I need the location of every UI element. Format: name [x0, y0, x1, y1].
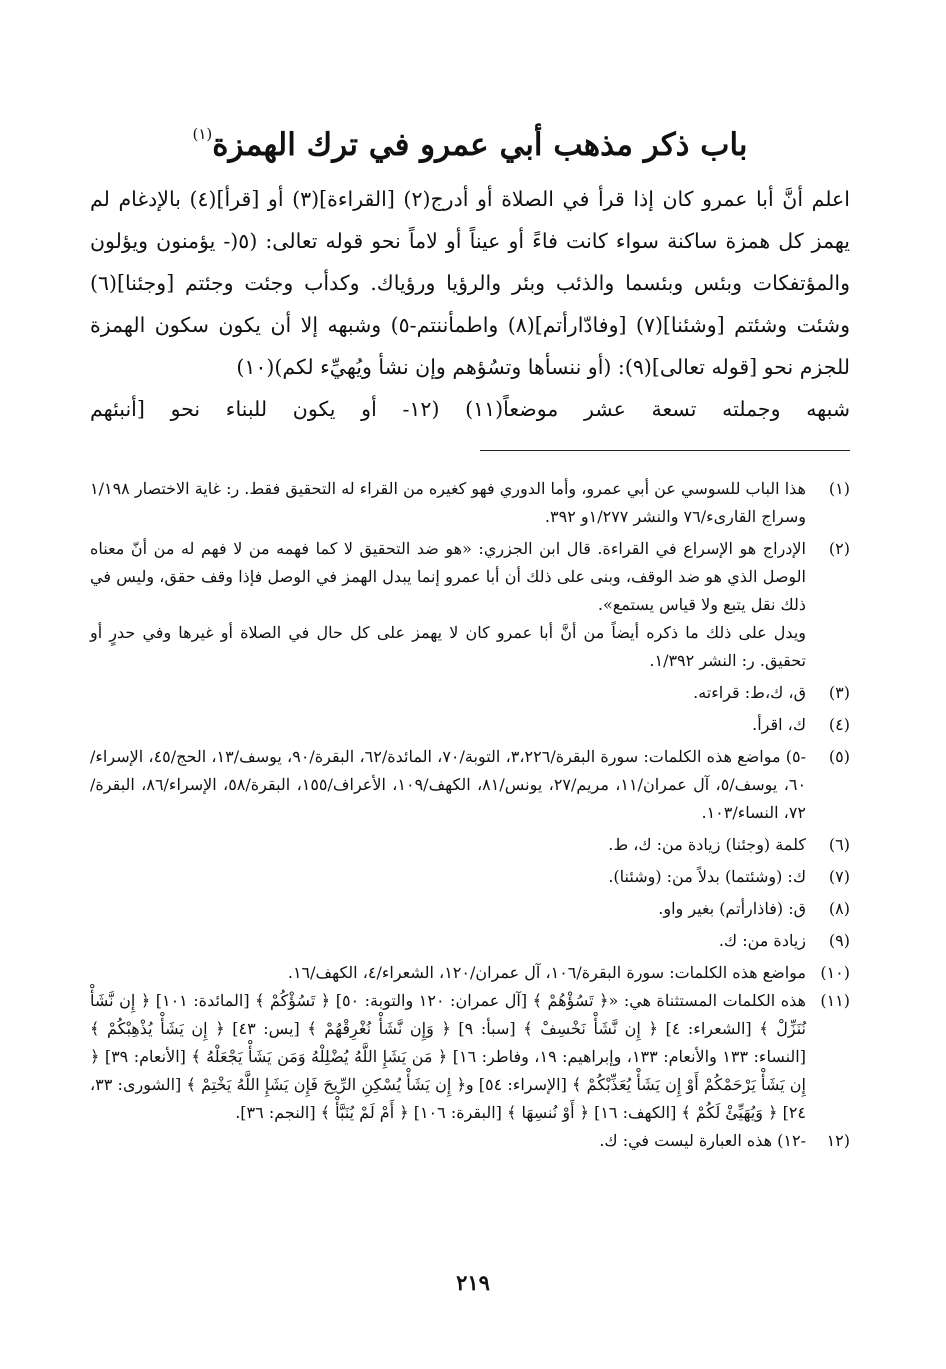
footnote-line: الإدراج هو الإسراع في القراءة. قال ابن الجزري: «هو ضد التحقيق لا كما فهمه من لا فهم له من أنّ معناه الوصل الذي هو ضد الوقف، وبنى على ذلك أن أبا عمرو إنما يبدل الهمز في الوصل فإذا وقف حقق، وليس في ذلك نقل يتبع ولا قياس يستمع».: [90, 539, 807, 614]
main-text-line: والمؤتفكات وبئس وبئسما والذئب وبئر والرؤيا ورؤياك. وكدأب وجئت وجئتم [وجئنا](٦): [90, 271, 850, 295]
footnote-item: [90, 895, 850, 923]
footnote-item: [90, 475, 850, 531]
main-text-line: يهمز كل همزة ساكنة سواء كانت فاءً أو عيناً أو لاماً نحو قوله تعالى: (٥(- يؤمنون ويؤلون: [90, 229, 850, 253]
footnote-item: [90, 535, 850, 675]
footnote-text: [90, 535, 806, 675]
footnote-number: (٦): [828, 835, 850, 854]
footnote-text: [90, 987, 806, 1127]
footnote-number: (١١): [820, 991, 850, 1010]
footnote-item: [90, 959, 850, 987]
footnote-text: [90, 927, 806, 955]
footnote-line: ق: (فاذارأتم) بغير واو.: [658, 899, 806, 918]
footnote-number: (١٢: [826, 1131, 850, 1150]
footnote-number: (٤): [828, 715, 850, 734]
footnote-text: [90, 475, 806, 531]
footnote-text: [90, 679, 806, 707]
footnote-number: (١): [828, 479, 850, 498]
footnote-line: هذه الكلمات المستثناة هي: «﴿ تَسُؤْهُمْ ﴾ [آل عمران: ١٢٠ والتوبة: ٥٠] ﴿ تَسُؤْكُمْ ﴾ [المائدة: ١٠١] ﴿ إِن نَّشَأْ نُنَزِّلْ ﴾ [الشعراء: ٤] ﴿ إِن نَّشَأْ نَخْسِفْ ﴾ [سبأ: ٩] ﴿ وَإِن نَّشَأْ نُغْرِقْهُمْ ﴾ [يس: ٤٣] ﴿ إِن يَشَأْ يُذْهِبْكُمْ ﴾ [النساء: ١٣٣ والأنعام: ١٣٣، وإبراهيم: ١٩، وفاطر: ١٦] ﴿ مَن يَشَإِ اللَّهُ يُضْلِلْهُ وَمَن يَشَأْ يَجْعَلْهُ ﴾ [الأنعام: ٣٩] ﴿ إِن يَشَأْ يَرْحَمْكُمْ أَوْ إِن يَشَأْ يُعَذِّبْكُمْ ﴾ [الإسراء: ٥٤] و﴿ إِن يَشَأْ يُسْكِنِ الرِّيحَ فَإِن يَشَإِ اللَّهُ يَخْتِمْ ﴾ [الشورى: ٣٣، ٢٤] ﴿ وَيُهَيِّئْ لَكُمْ ﴾ [الكهف: ١٦] ﴿ أَوْ نُنسِهَا ﴾ [البقرة: ١٠٦] ﴿ أَمْ لَمْ يُنَبَّأْ ﴾ [النجم: ٣٦].: [90, 991, 807, 1122]
main-text-line: اعلم أنَّ أبا عمرو كان إذا قرأ في الصلاة أو أدرج(٢) [القراءة](٣) أو [قرأ](٤) بالإدغام لم: [90, 187, 850, 211]
footnote-item: [90, 743, 850, 827]
page-number: ٢١٩: [456, 1270, 490, 1295]
main-text-line: شبهه وجملته تسعة عشر موضعاً(١١) (١٢- أو يكون للبناء نحو [أنبئهم: [90, 397, 850, 421]
footnote-text: [90, 831, 806, 859]
footnote-line: مواضع هذه الكلمات: سورة البقرة/١٠٦، آل عمران/١٢٠، الشعراء/٤، الكهف/١٦.: [287, 963, 806, 982]
footnote-number: (٧): [828, 867, 850, 886]
title-footnote-marker: (١): [192, 125, 213, 143]
footnote-line: -١٢) هذه العبارة ليست في: ك.: [599, 1131, 806, 1150]
page-title: [90, 112, 850, 167]
footnote-item: [90, 863, 850, 891]
footnote-item: [90, 987, 850, 1127]
footnote-divider: [480, 450, 850, 451]
footnote-line: ك، اقرأ.: [752, 715, 806, 734]
footnotes-list: [90, 475, 850, 1155]
footnote-text: [90, 1127, 806, 1155]
footnote-number: (٣): [828, 683, 850, 702]
footnote-line: ك: (وشئتما) بدلاً من: (وشئنا).: [608, 867, 806, 886]
footnote-number: (٢): [828, 539, 850, 558]
footnote-text: [90, 895, 806, 923]
footnote-number: (٥): [828, 747, 850, 766]
footnote-line: هذا الباب للسوسي عن أبي عمرو، وأما الدوري فهو كغيره من القراء له التحقيق فقط. ر: غاية الاختصار ١/١٩٨ وسراج القارىء/٧٦ والنشر ١/٢٧٧و ٣٩٢.: [90, 479, 806, 526]
footnote-number: (٩): [828, 931, 850, 950]
footnote-number: (٨): [828, 899, 850, 918]
footnote-text: [90, 863, 806, 891]
footnote-text: [90, 711, 806, 739]
title-text: باب ذكر مذهب أبي عمرو في ترك الهمزة: [212, 127, 748, 163]
footnote-number: (١٠): [820, 963, 850, 982]
footnote-line: زيادة من: ك.: [718, 931, 806, 950]
footnote-item: [90, 831, 850, 859]
main-text: [90, 178, 850, 430]
footnote-line: ق، ك،ط: قراءته.: [693, 683, 806, 702]
footnote-item: [90, 927, 850, 955]
footnote-line: ويدل على ذلك ما ذكره أيضاً من أنَّ أبا عمرو كان لا يهمز على كل حال في الصلاة أو غيرها وفي حدرٍ أو تحقيق. ر: النشر ١/٣٩٢.: [90, 623, 806, 670]
footnote-text: [90, 743, 806, 827]
main-text-line: للجزم نحو [قوله تعالى](٩): (أو ننسأها وتسُؤهم وإن نشأ ويُهيِّء لكم)(١٠): [236, 355, 850, 379]
footnote-line: كلمة (وجئنا) زيادة من: ك، ط.: [608, 835, 806, 854]
footnote-text: [90, 959, 806, 987]
main-text-line: وشئت وشئتم [وشئنا](٧) [وفادّارأتم](٨) واطمأننتم-٥) وشبهه إلا أن يكون سكون الهمزة: [90, 313, 850, 337]
footnote-item: [90, 1127, 850, 1155]
footnote-item: [90, 679, 850, 707]
footnote-line: -٥) مواضع هذه الكلمات: سورة البقرة/٣،٢٢٦، التوبة/٧٠، المائدة/٦٢، البقرة/٩٠، يوسف/١٣، الحج/٤٥، الإسراء/٦٠، يوسف/٥، آل عمران/١١، مريم/٢٧، يونس/٨١، الكهف/١٠٩، الأعراف/١٥٥، البقرة/٥٨، الإسراء/٨٦، البقرة/٧٢، النساء/١٠٣.: [90, 747, 807, 822]
footnote-item: [90, 711, 850, 739]
